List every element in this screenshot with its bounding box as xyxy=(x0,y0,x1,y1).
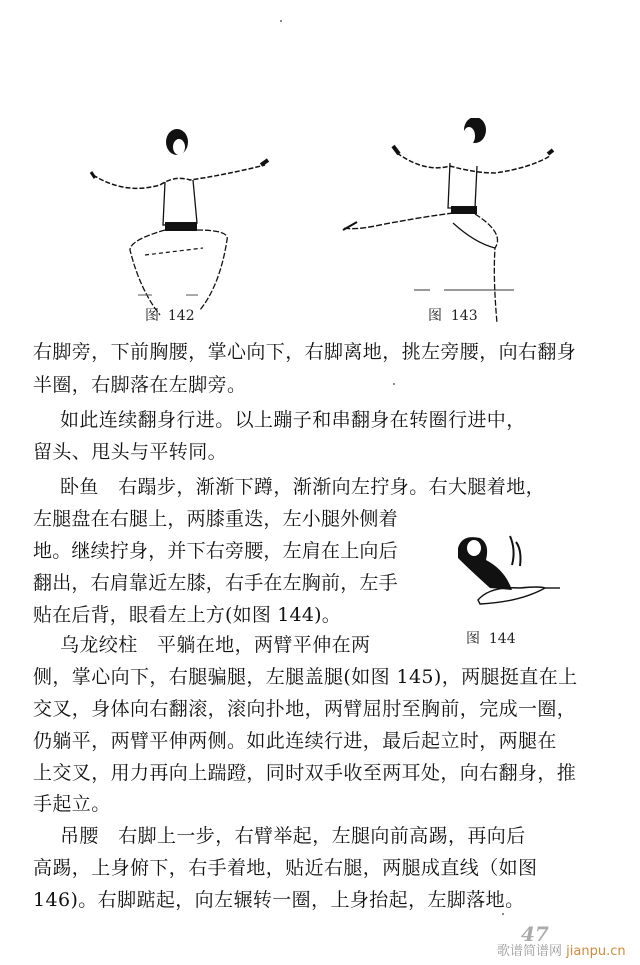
page-number: 47 xyxy=(521,922,549,946)
body-line-10-wu-long-jiao-zhu-heading: 乌龙绞柱 平躺在地，两臂平伸在两 xyxy=(60,634,371,656)
body-line-9: 贴在后背，眼看左上方(如图 144)。 xyxy=(33,604,341,626)
body-line-7: 地。继续拧身，并下右旁腰，左肩在上向后 xyxy=(33,540,398,562)
print-speck xyxy=(280,20,282,22)
figure-142-caption: 图 142 xyxy=(145,308,195,324)
body-line-12: 交叉，身体向右翻滚，滚向扑地，两臂屈肘至胸前，完成一圈， xyxy=(33,698,577,720)
body-line-1: 右脚旁，下前胸腰，掌心向下，右脚离地，挑左旁腰，向右翻身 xyxy=(33,341,577,363)
figure-142-groundline xyxy=(138,293,198,297)
watermark-en: jianpu.cn xyxy=(566,944,626,959)
figure-144-illustration xyxy=(450,530,565,610)
body-line-18: 146)。右脚踮起，向左辗转一圈，上身抬起，左脚落地。 xyxy=(33,889,525,911)
body-line-15: 手起立。 xyxy=(33,793,111,815)
body-line-14: 上交叉，用力再向上踹蹬，同时双手收至两耳处，向右翻身，推 xyxy=(33,762,577,784)
figure-143-groundline xyxy=(414,288,514,292)
site-watermark xyxy=(497,940,626,959)
figure-143-caption: 图 143 xyxy=(428,308,478,324)
body-line-8: 翻出，右肩靠近左膝，右手在左胸前，左手 xyxy=(33,572,398,594)
body-line-2: 半圈，右脚落在左脚旁。 xyxy=(33,374,247,396)
figure-143-illustration xyxy=(335,118,565,328)
body-line-11: 侧，掌心向下，右腿骗腿，左腿盖腿(如图 145)，两腿挺直在上 xyxy=(33,666,578,688)
body-line-6: 左腿盘在右腿上，两膝重迭，左小腿外侧着 xyxy=(33,508,398,530)
body-line-16-diao-yao-heading: 吊腰 右脚上一步，右臂举起，左腿向前高踢，再向后 xyxy=(60,825,526,847)
body-line-3: 如此连续翻身行进。以上蹦子和串翻身在转圈行进中， xyxy=(60,409,526,431)
body-line-13: 仍躺平，两臂平伸两侧。如此连续行进，最后起立时，两腿在 xyxy=(33,730,557,752)
figure-144-caption: 图 144 xyxy=(466,631,516,647)
body-line-17: 高踢，上身俯下，右手着地，贴近右腿，两腿成直线（如图 xyxy=(33,857,538,879)
print-speck xyxy=(502,913,504,915)
body-line-4: 留头、甩头与平转同。 xyxy=(33,441,228,463)
body-line-5-wo-yu-heading: 卧鱼 右蹋步，渐渐下蹲，渐渐向左拧身。右大腿着地， xyxy=(60,476,546,498)
print-speck xyxy=(393,383,395,385)
figure-142-illustration xyxy=(85,120,275,330)
watermark-cn: 歌谱简谱网 xyxy=(497,944,563,959)
